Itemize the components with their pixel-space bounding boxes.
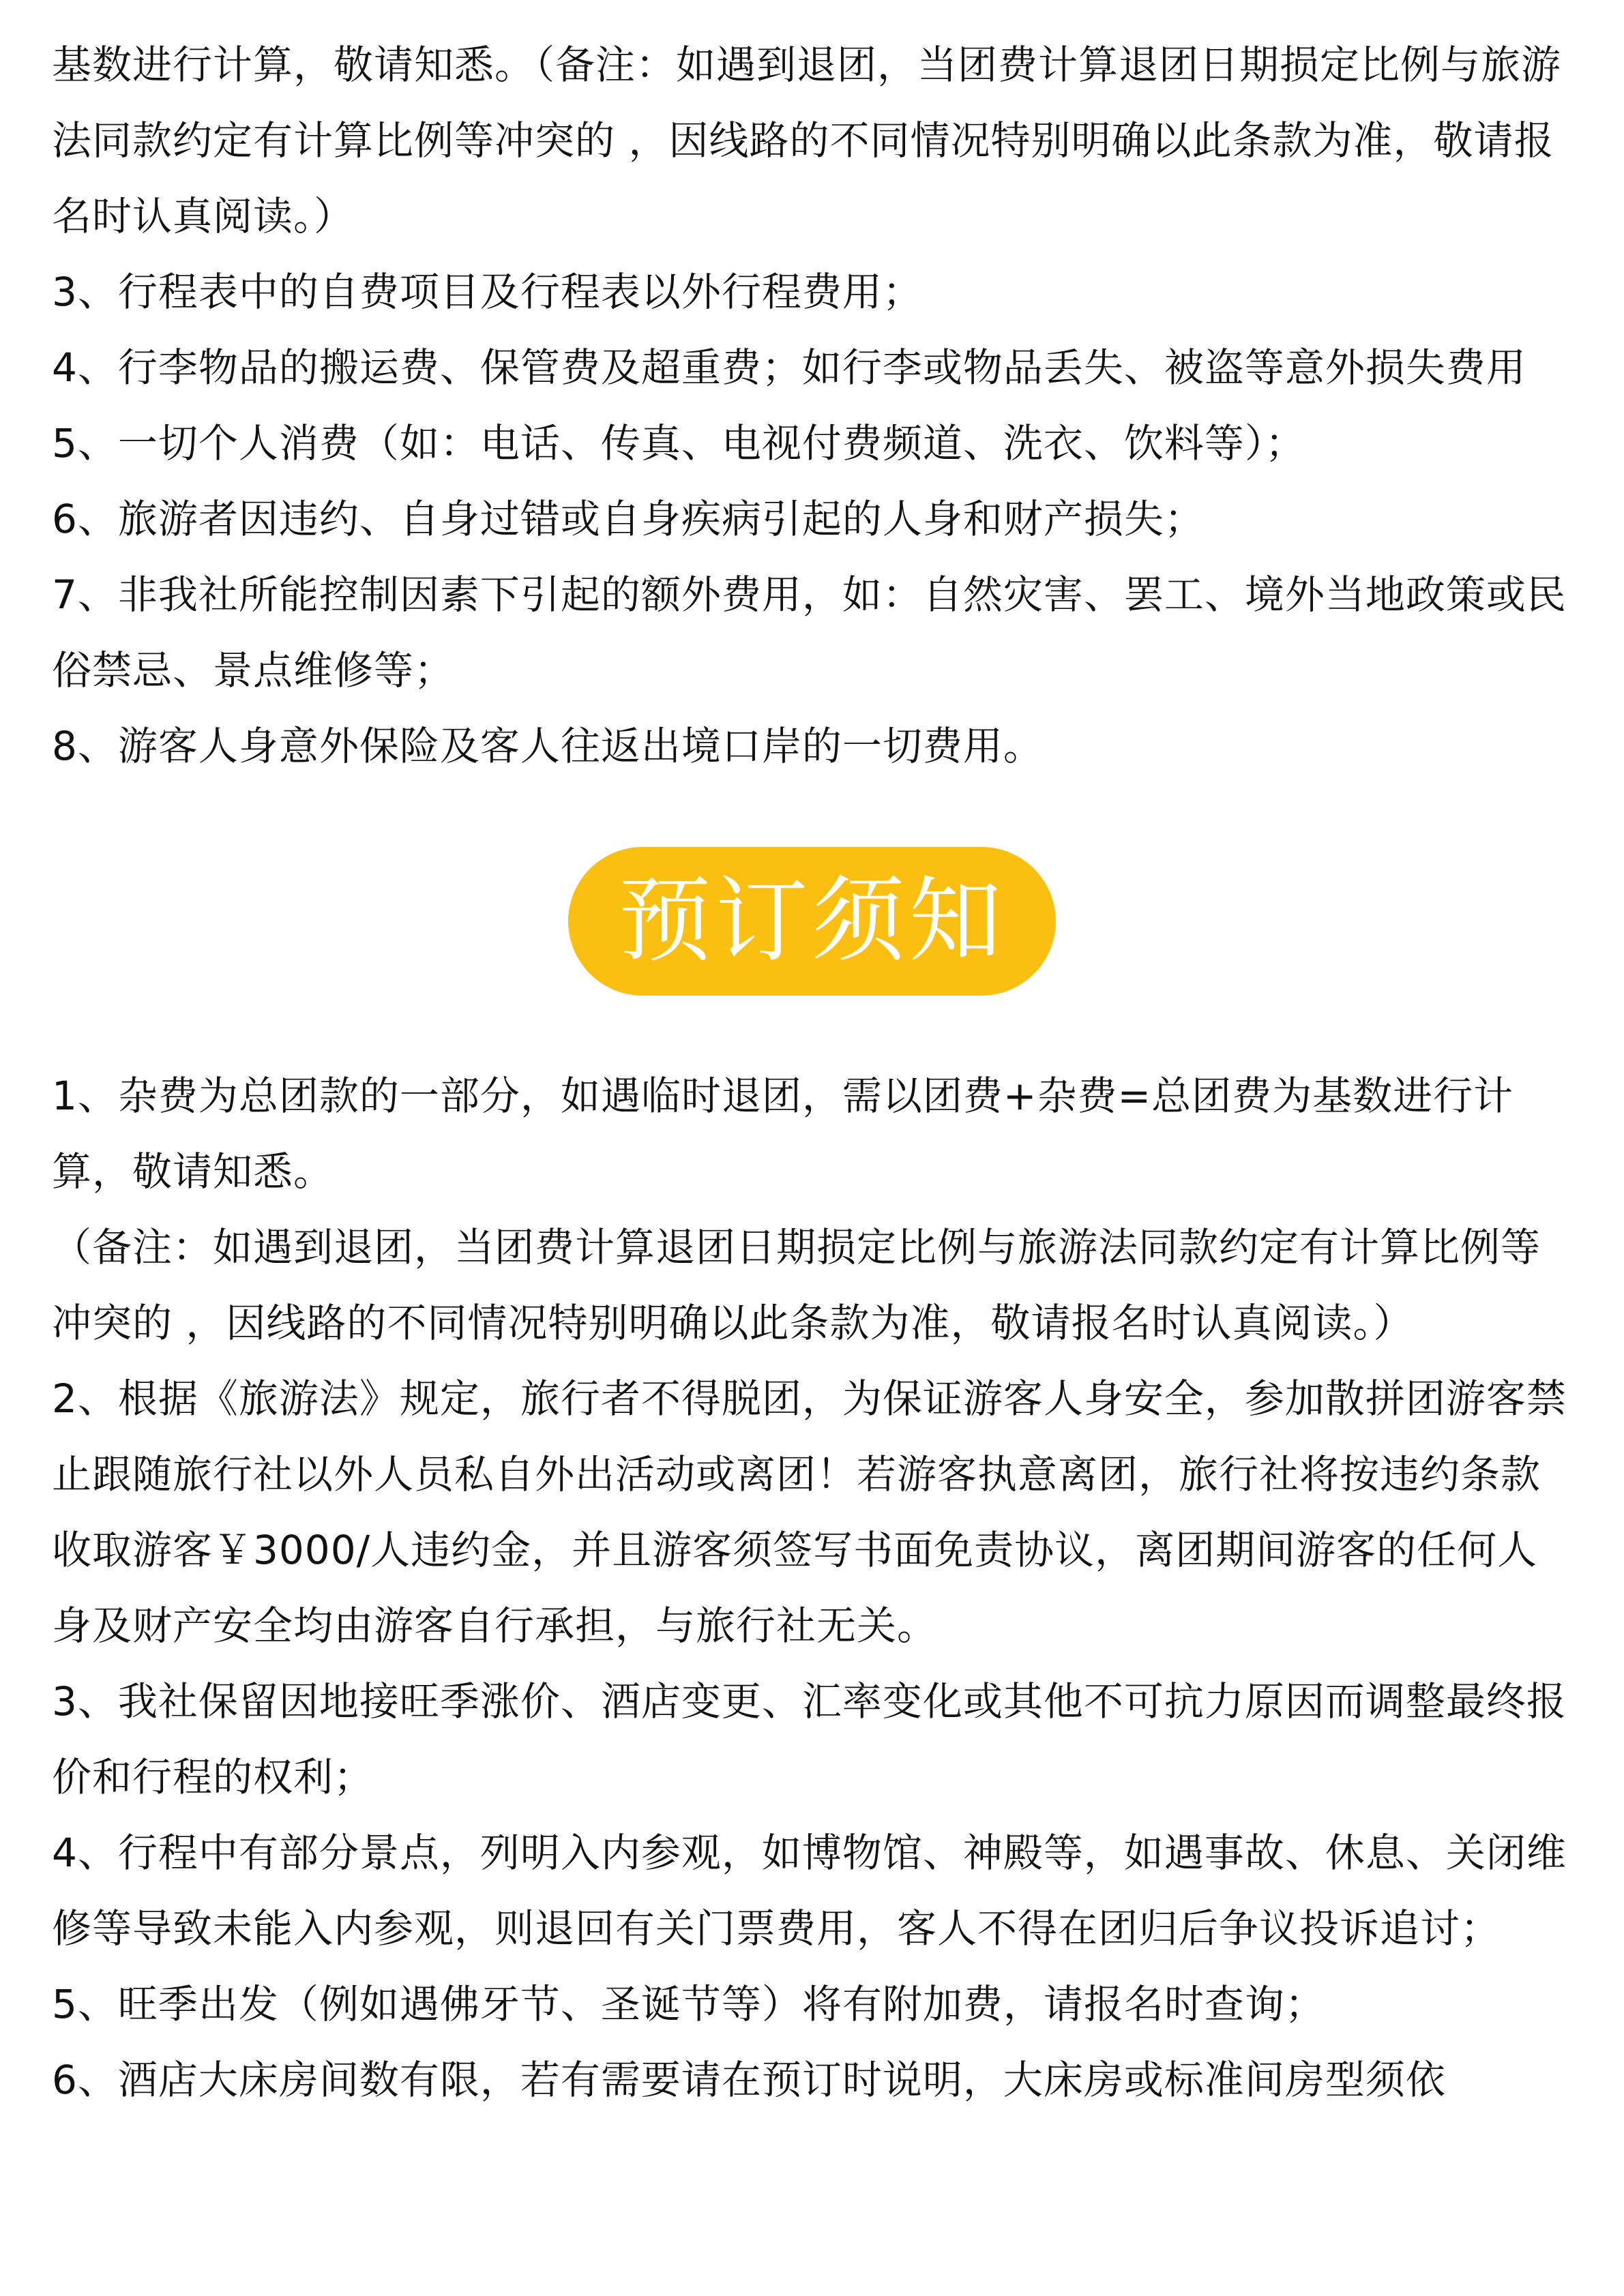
exclusion-item-8: 8、游客人身意外保险及客人往返出境口岸的一切费用。 bbox=[52, 723, 1044, 769]
section-heading-pill bbox=[568, 847, 1056, 996]
exclusion-item-5: 5、一切个人消费（如：电话、传真、电视付费频道、洗衣、饮料等）； bbox=[52, 420, 1305, 466]
cost-exclusions-section bbox=[52, 27, 1572, 784]
booking-notes-section bbox=[52, 1058, 1572, 2118]
booking-note-remark: （备注：如遇到退团，当团费计算退团日期损定比例与旅游法同款约定有计算比例等冲突的 ，因线路的不同情况特别明确以此条款为准，敬请报名时认真阅读。） bbox=[52, 1224, 1541, 1346]
exclusion-item-6: 6、旅游者因违约、自身过错或自身疾病引起的人身和财产损失； bbox=[52, 496, 1205, 542]
section-heading-title: 预订须知 bbox=[618, 867, 1006, 975]
exclusion-item-4: 4、行李物品的搬运费、保管费及超重费；如行李或物品丢失、被盗等意外损失费用 bbox=[52, 344, 1526, 391]
booking-note-3: 3、我社保留因地接旺季涨价、酒店变更、汇率变化或其他不可抗力原因而调整最终报价和行程的权利； bbox=[52, 1678, 1567, 1800]
exclusion-paragraph-continued: 基数进行计算，敬请知悉。（备注：如遇到退团，当团费计算退团日期损定比例与旅游法同款约定有计算比例等冲突的 ，因线路的不同情况特别明确以此条款为准，敬请报名时认真阅读。） bbox=[52, 42, 1562, 239]
booking-note-6: 6、酒店大床房间数有限，若有需要请在预订时说明，大床房或标准间房型须依 bbox=[52, 2057, 1446, 2103]
booking-note-2: 2、根据《旅游法》规定，旅行者不得脱团，为保证游客人身安全，参加散拼团游客禁止跟随旅行社以外人员私自外出活动或离团！若游客执意离团，旅行社将按违约条款收取游客￥3000/人违约金，并且游客须签写书面免责协议，离团期间游客的任何人身及财产安全均由游客自行承担，与旅行社无关。 bbox=[52, 1375, 1567, 1649]
exclusion-item-7: 7、非我社所能控制因素下引起的额外费用，如：自然灾害、罢工、境外当地政策或民俗禁忌、景点维修等； bbox=[52, 571, 1567, 694]
booking-note-5: 5、旺季出发（例如遇佛牙节、圣诞节等）将有附加费，请报名时查询； bbox=[52, 1981, 1325, 2027]
section-heading-wrap bbox=[52, 847, 1572, 996]
booking-note-1: 1、杂费为总团款的一部分，如遇临时退团，需以团费+杂费=总团费为基数进行计算，敬请知悉。 bbox=[52, 1073, 1514, 1195]
booking-note-4: 4、行程中有部分景点，列明入内参观，如博物馆、神殿等，如遇事故、休息、关闭维修等导致未能入内参观，则退回有关门票费用，客人不得在团归后争议投诉追讨； bbox=[52, 1830, 1567, 1952]
exclusion-item-3: 3、行程表中的自费项目及行程表以外行程费用； bbox=[52, 269, 923, 315]
